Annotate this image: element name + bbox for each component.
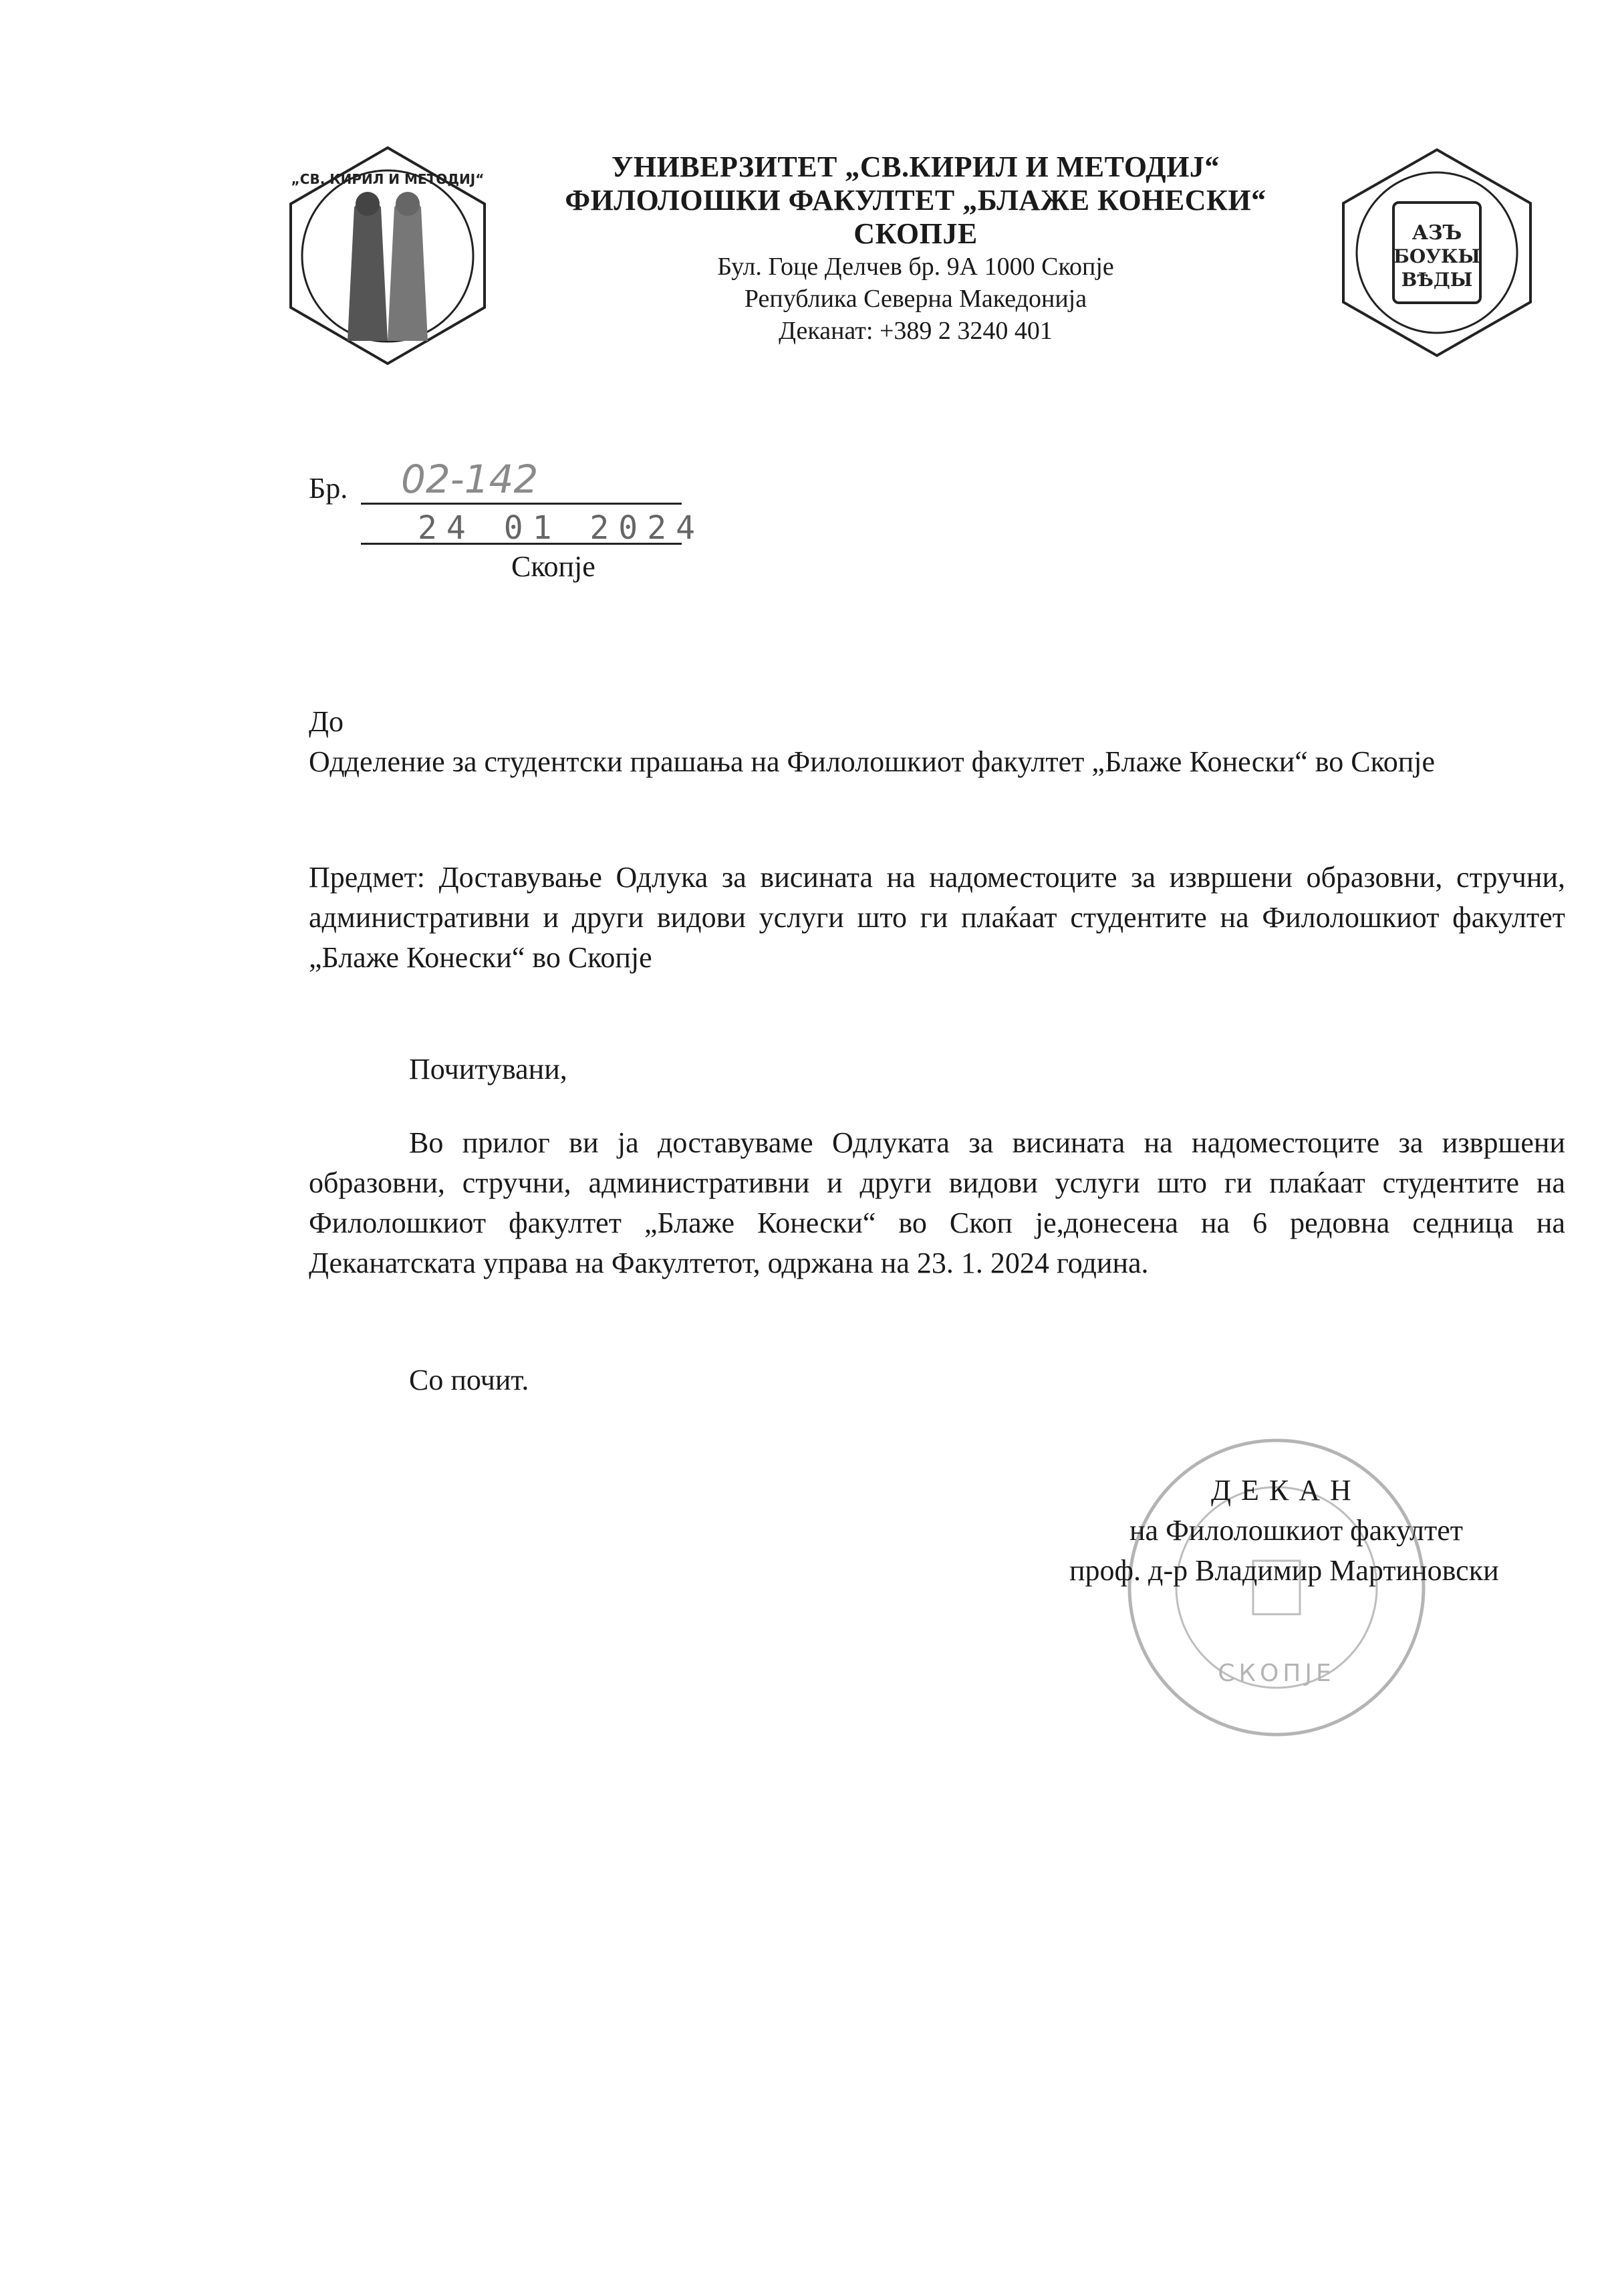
phone: Деканат: +389 2 3240 401 xyxy=(779,317,1053,345)
signature-name: проф. д-р Владимир Мартиновски xyxy=(1069,1554,1499,1587)
city-heading: СКОПЈЕ xyxy=(853,217,978,250)
signature-title: Д Е К А Н xyxy=(1211,1474,1353,1507)
university-logo xyxy=(281,144,495,368)
country: Република Северна Македонија xyxy=(744,285,1087,313)
body-text: Во прилог ви ја доставуваме Одлуката за висината на надоместоците за извршени образовни, стручни, административни и други видови услуги што ги плаќаат студентите на Филолошкиот факултет „Блаже Конески“ во Скоп је,донесена на 6 редовна седница на Деканатската управа на Факултетот, одржана на 23. 1. 2024 година. xyxy=(309,1126,1565,1279)
signature-faculty: на Филолошкиот факултет xyxy=(1129,1514,1463,1547)
faculty-name: ФИЛОЛОШКИ ФАКУЛТЕТ „БЛАЖЕ КОНЕСКИ“ xyxy=(565,184,1266,217)
university-name: УНИВЕРЗИТЕТ „СВ.КИРИЛ И МЕТОДИЈ“ xyxy=(612,150,1220,183)
seal-center-text: СКОПЈЕ xyxy=(1218,1660,1335,1687)
faculty-logo xyxy=(1330,146,1544,360)
recipient-to: До xyxy=(309,705,344,738)
closing: Со почит. xyxy=(409,1364,529,1396)
address: Бул. Гоце Делчев бр. 9А 1000 Скопје xyxy=(717,253,1114,281)
svg-text:АЗЪ: АЗЪ xyxy=(1412,221,1462,245)
letterhead xyxy=(508,150,1323,347)
svg-text:БОУКЫ: БОУКЫ xyxy=(1393,245,1481,267)
date-stamp: 24 01 2024 xyxy=(418,509,704,547)
greeting: Почитувани, xyxy=(409,1053,567,1086)
svg-text:ВѢДЫ: ВѢДЫ xyxy=(1401,269,1473,291)
recipient-text: Одделение за студентски прашања на Филолошкиот факултет „Блаже Конески“ во Скопје xyxy=(309,745,1436,778)
reference-city: Скопје xyxy=(511,550,595,583)
reference-label: Бр. xyxy=(309,472,348,505)
svg-text:„СВ. КИРИЛ И МЕТОДИЈ“: „СВ. КИРИЛ И МЕТОДИЈ“ xyxy=(291,171,485,187)
handwritten-reference-number: 02-142 xyxy=(401,457,539,502)
subject: Предмет: Доставување Одлука за висината на надоместоците за извршени образовни, стручни, административни и други видови услуги што ги плаќаат студентите на Филолошкиот факултет „Блаже Конески“ во Скопје xyxy=(309,861,1565,974)
